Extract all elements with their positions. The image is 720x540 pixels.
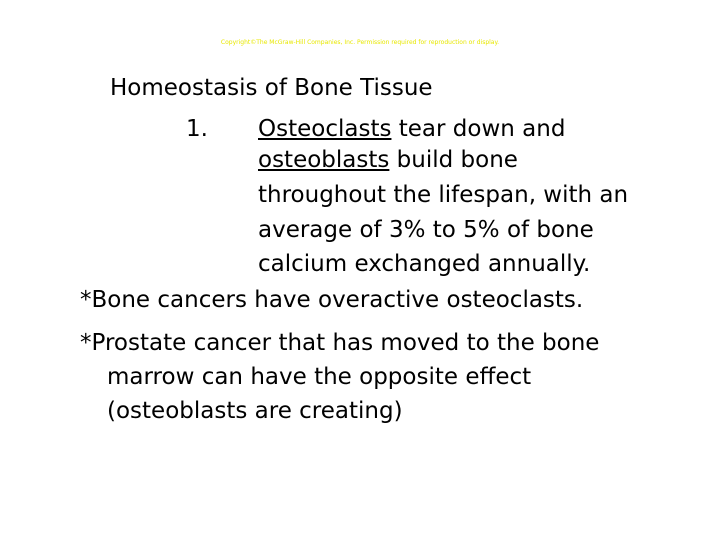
term-osteoblasts: osteoblasts xyxy=(258,147,390,173)
slide-title: Homeostasis of Bone Tissue xyxy=(110,75,433,101)
point-line-5: calcium exchanged annually. xyxy=(258,251,591,277)
point-line-2-rest: build bone xyxy=(389,147,518,173)
point-number: 1. xyxy=(186,116,208,142)
note-prostate-cancer-line-2: marrow can have the opposite effect xyxy=(107,364,532,390)
note-prostate-cancer-line-3: (osteoblasts are creating) xyxy=(107,398,403,424)
point-line-4: average of 3% to 5% of bone xyxy=(258,217,594,243)
point-line-3: throughout the lifespan, with an xyxy=(258,182,629,208)
point-line-2 xyxy=(258,145,518,175)
point-line-1 xyxy=(258,114,565,144)
copyright-notice: Copyright©The McGraw-Hill Companies, Inc. Permission required for reproduction or display. xyxy=(220,39,500,46)
note-prostate-cancer-line-1: *Prostate cancer that has moved to the bone xyxy=(80,330,600,356)
point-line-1-rest: tear down and xyxy=(391,116,566,142)
term-osteoclasts: Osteoclasts xyxy=(258,116,392,142)
note-bone-cancers: *Bone cancers have overactive osteoclasts. xyxy=(80,287,584,313)
